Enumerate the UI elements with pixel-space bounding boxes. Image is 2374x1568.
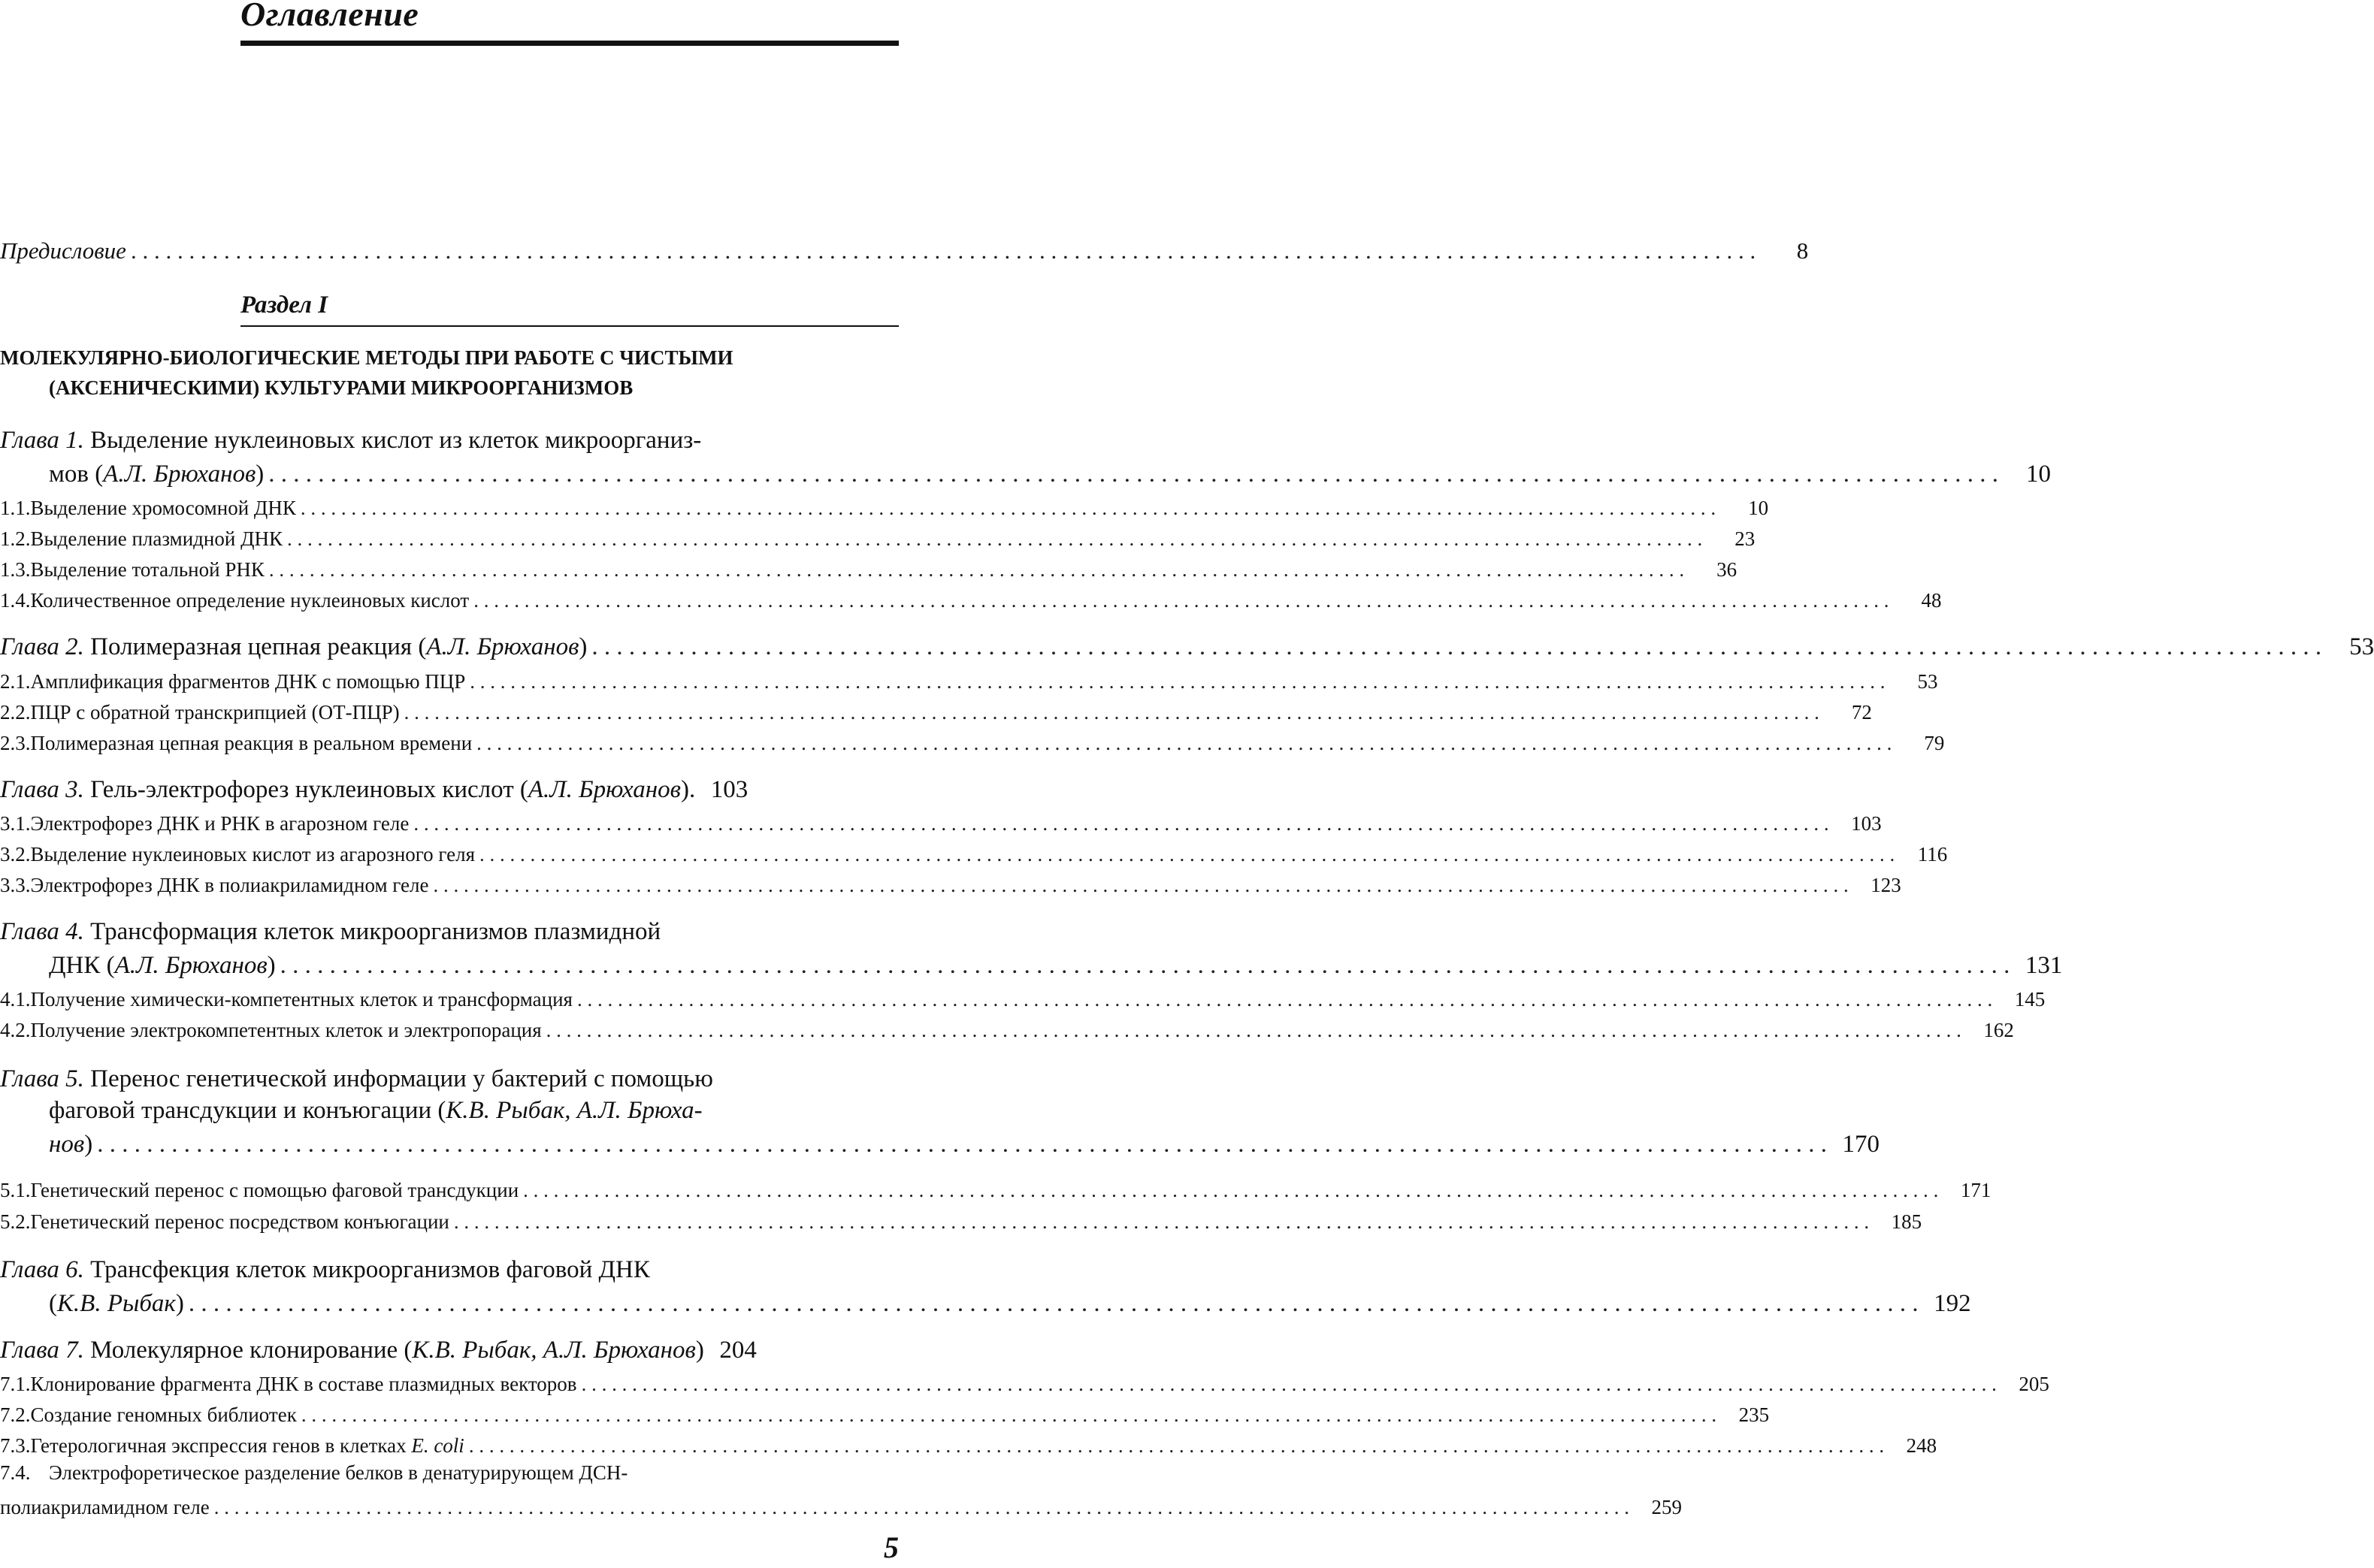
chapter-title-line2: мов (А.Л. Брюханов) — [49, 461, 265, 488]
sub-num: 3.1. — [0, 812, 31, 835]
leader-dots — [409, 812, 1828, 835]
toc-page: 8 — [1796, 237, 1809, 264]
leader-dots — [126, 237, 1756, 264]
leader-dots — [475, 843, 1895, 866]
toc-page: 79 — [1924, 732, 1945, 754]
sub-title: Генетический перенос посредством конъюгации — [30, 1210, 449, 1233]
toc-subentry[interactable] — [0, 585, 1942, 612]
leader-dots — [573, 988, 1992, 1011]
chapter-author: К.В. Рыбак, А.Л. Брюханов — [412, 1337, 696, 1364]
toc-subentry[interactable] — [0, 839, 1948, 866]
sub-title: Получение химически-компетентных клеток и трансформация — [30, 988, 573, 1011]
leader-dots — [519, 1179, 1938, 1202]
chapter-3-heading[interactable]: Глава 3. Гель-электрофорез нуклеиновых кислот (А.Л. Брюханов). 103 — [0, 776, 748, 803]
leader-dots — [210, 1496, 1629, 1519]
leader-dots — [587, 633, 2321, 661]
toc-entry-preface[interactable] — [0, 234, 1809, 264]
toc-page: 145 — [2014, 988, 2046, 1011]
toc-subentry[interactable] — [0, 524, 1756, 551]
leader-dots — [542, 1019, 1961, 1042]
chapter-label: Глава 2. — [0, 633, 84, 660]
sub-title-line2: полиакриламидном геле — [0, 1496, 210, 1518]
leader-dots — [428, 874, 1848, 897]
page-number: 5 — [884, 1530, 899, 1564]
section-title — [0, 343, 899, 403]
leader-dots — [265, 558, 1684, 582]
toc-subentry[interactable] — [0, 1207, 1922, 1234]
leader-dots — [465, 670, 1885, 693]
toc-page: 116 — [1917, 843, 1948, 866]
leader-dots — [92, 1131, 1827, 1159]
toc-page: 171 — [1960, 1179, 1991, 1201]
toc-subentry[interactable] — [0, 666, 1938, 693]
sub-title: Клонирование фрагмента ДНК в составе плазмидных векторов — [30, 1373, 577, 1395]
sub-num: 1.3. — [0, 558, 31, 581]
toc-page: 205 — [2019, 1373, 2049, 1395]
toc-label: Предисловие — [0, 237, 126, 264]
chapter-label: Глава 7. — [0, 1337, 84, 1364]
chapter-title: Полимеразная цепная реакция ( — [90, 633, 427, 660]
toc-page: 10 — [1748, 497, 1769, 519]
sub-title: Выделение плазмидной ДНК — [30, 527, 283, 550]
toc-page: 235 — [1738, 1403, 1770, 1426]
page-title: Оглавление — [240, 0, 419, 33]
toc-page: 259 — [1651, 1496, 1682, 1518]
toc-subentry[interactable] — [0, 554, 1737, 582]
sub-num: 7.2. — [0, 1403, 31, 1426]
sub-title: Генетический перенос с помощью фаговой трансдукции — [30, 1179, 519, 1201]
chapter-5-line2[interactable] — [0, 1097, 899, 1127]
leader-dots — [184, 1290, 1919, 1318]
leader-dots — [297, 1403, 1716, 1427]
title-rule — [240, 41, 899, 46]
sub-title: Выделение нуклеиновых кислот из агарозного геля — [30, 843, 476, 866]
toc-page: 192 — [1934, 1290, 1971, 1317]
sub-num: 2.2. — [0, 701, 31, 724]
chapter-title-line1: Перенос генетической информации у бактерий с помощью — [90, 1065, 713, 1092]
chapter-title: Молекулярное клонирование ( — [90, 1337, 413, 1364]
section-title-line2: (АКСЕНИЧЕСКИМИ) КУЛЬТУРАМИ МИКРООРГАНИЗМОВ — [49, 376, 634, 399]
chapter-author: А.Л. Брюханов — [426, 633, 579, 660]
section-rule — [240, 325, 899, 327]
leader-dots — [472, 732, 1892, 755]
toc-subentry[interactable] — [0, 697, 1872, 724]
toc-page: 103 — [710, 776, 748, 803]
toc-subentry[interactable] — [0, 1015, 2014, 1042]
toc-page: 53 — [2349, 633, 2374, 660]
toc-subentry[interactable] — [0, 1175, 1991, 1202]
toc-page: 248 — [1906, 1434, 1937, 1457]
chapter-5-heading[interactable] — [0, 1065, 899, 1095]
chapter-label: Глава 4. — [0, 918, 84, 945]
toc-subentry[interactable] — [0, 1431, 1937, 1458]
toc-page: 10 — [2026, 461, 2052, 488]
chapter-2-heading[interactable]: Глава 2. Полимеразная цепная реакция (А.Л. Брюханов) . . . 53 — [0, 631, 881, 661]
sub-title: Полимеразная цепная реакция в реальном времени — [30, 732, 473, 754]
chapter-title-line2: фаговой трансдукции и конъюгации ( — [49, 1097, 446, 1124]
toc-page: 131 — [2025, 952, 2063, 979]
leader-dots — [469, 589, 1889, 612]
chapter-title-line1: Выделение нуклеиновых кислот из клеток микроорганиз- — [90, 427, 702, 454]
chapter-author: К.В. Рыбак, А.Л. Брюха- — [446, 1097, 703, 1124]
leader-dots — [283, 527, 1702, 551]
toc-subentry[interactable] — [0, 1400, 1770, 1427]
toc-subentry-7-4-continued[interactable] — [0, 1492, 1682, 1519]
section-label: Раздел I — [240, 292, 328, 319]
sub-num: 4.1. — [0, 988, 31, 1011]
chapter-5-continued[interactable]: нов) . . . 170 — [0, 1128, 881, 1159]
sub-title: Выделение хромосомной ДНК — [30, 497, 296, 519]
chapter-author: К.В. Рыбак — [57, 1290, 176, 1317]
sub-title: Получение электрокомпетентных клеток и электропорация — [30, 1019, 542, 1041]
chapter-label: Глава 1. — [0, 427, 84, 454]
toc-page: 204 — [719, 1337, 757, 1364]
toc-subentry[interactable] — [0, 984, 2046, 1011]
chapter-4-heading[interactable] — [0, 918, 899, 948]
chapter-6-continued[interactable]: (К.В. Рыбак) . . . 192 — [0, 1288, 881, 1318]
sub-title: Создание геномных библиотек — [30, 1403, 297, 1426]
chapter-author-cont: нов — [49, 1131, 85, 1158]
toc-page: 162 — [1983, 1019, 2014, 1041]
sub-num: 1.4. — [0, 589, 31, 612]
sub-num: 2.1. — [0, 670, 31, 693]
toc-page: 103 — [1851, 812, 1882, 835]
chapter-title-line1: Трансфекция клеток микроорганизмов фаговой ДНК — [90, 1256, 650, 1283]
chapter-author: А.Л. Брюханов — [528, 776, 681, 803]
leader-dots — [400, 701, 1819, 724]
leader-dots — [449, 1210, 1869, 1234]
chapter-title: Гель-электрофорез нуклеиновых кислот ( — [90, 776, 528, 803]
chapter-label: Глава 3. — [0, 776, 84, 803]
toc-subentry[interactable] — [0, 493, 1769, 520]
toc-subentry[interactable] — [0, 808, 1882, 835]
toc-subentry[interactable] — [0, 870, 1901, 897]
toc-page: 36 — [1716, 558, 1737, 581]
sub-num: 3.2. — [0, 843, 31, 866]
sub-title: ПЦР с обратной транскрипцией (ОТ-ПЦР) — [30, 701, 400, 724]
chapter-label: Глава 5. — [0, 1065, 84, 1092]
toc-subentry[interactable] — [0, 1369, 2049, 1396]
sub-num: 7.4. — [0, 1461, 31, 1484]
toc-subentry-7-4[interactable] — [0, 1461, 899, 1488]
chapter-7-heading[interactable]: Глава 7. Молекулярное клонирование (К.В. Рыбак, А.Л. Брюханов) 204 — [0, 1337, 757, 1364]
sub-title-italic: E. coli — [411, 1434, 464, 1457]
sub-num: 1.2. — [0, 527, 31, 550]
toc-page: 48 — [1921, 589, 1942, 612]
sub-title: Электрофорез ДНК в полиакриламидном геле — [30, 874, 429, 896]
section-title-line1: МОЛЕКУЛЯРНО-БИОЛОГИЧЕСКИЕ МЕТОДЫ ПРИ РАБОТЕ С ЧИСТЫМИ — [0, 346, 733, 369]
sub-num: 2.3. — [0, 732, 31, 754]
sub-num: 1.1. — [0, 497, 31, 519]
chapter-title-line1: Трансформация клеток микроорганизмов плазмидной — [90, 918, 661, 945]
chapter-6-heading[interactable] — [0, 1256, 899, 1286]
chapter-author: А.Л. Брюханов — [114, 952, 268, 979]
leader-dots — [264, 461, 1998, 488]
chapter-4-continued[interactable]: ДНК (А.Л. Брюханов) . . . 131 — [0, 950, 881, 980]
sub-num: 7.3. — [0, 1434, 31, 1457]
chapter-label: Глава 6. — [0, 1256, 84, 1283]
toc-page: 170 — [1842, 1131, 1880, 1158]
sub-num: 5.1. — [0, 1179, 31, 1201]
toc-subentry[interactable] — [0, 728, 1945, 755]
sub-title: Амплификация фрагментов ДНК с помощью ПЦР — [30, 670, 466, 693]
sub-title: Электрофорез ДНК и РНК в агарозном геле — [30, 812, 410, 835]
chapter-1-continued[interactable] — [0, 458, 2052, 488]
sub-title: Количественное определение нуклеиновых кислот — [30, 589, 470, 612]
toc-page: 72 — [1851, 701, 1872, 724]
sub-title: Выделение тотальной РНК — [30, 558, 265, 581]
leader-dots — [464, 1434, 1884, 1458]
leader-dots — [276, 952, 2010, 980]
sub-title: Гетерологичная экспрессия генов в клетках E. coli — [30, 1434, 464, 1457]
toc-page: 53 — [1917, 670, 1938, 693]
sub-num: 4.2. — [0, 1019, 31, 1041]
sub-title: Электрофоретическое разделение белков в денатурирующем ДСН- — [49, 1461, 628, 1484]
chapter-1-heading[interactable] — [0, 427, 899, 457]
toc-page: 123 — [1870, 874, 1901, 896]
sub-num: 7.1. — [0, 1373, 31, 1395]
leader-dots — [296, 497, 1716, 520]
sub-num: 5.2. — [0, 1210, 31, 1233]
chapter-author: А.Л. Брюханов — [103, 461, 256, 488]
toc-page: 23 — [1734, 527, 1756, 550]
sub-num: 3.3. — [0, 874, 31, 896]
leader-dots — [577, 1373, 1997, 1396]
toc-page: 185 — [1891, 1210, 1922, 1233]
